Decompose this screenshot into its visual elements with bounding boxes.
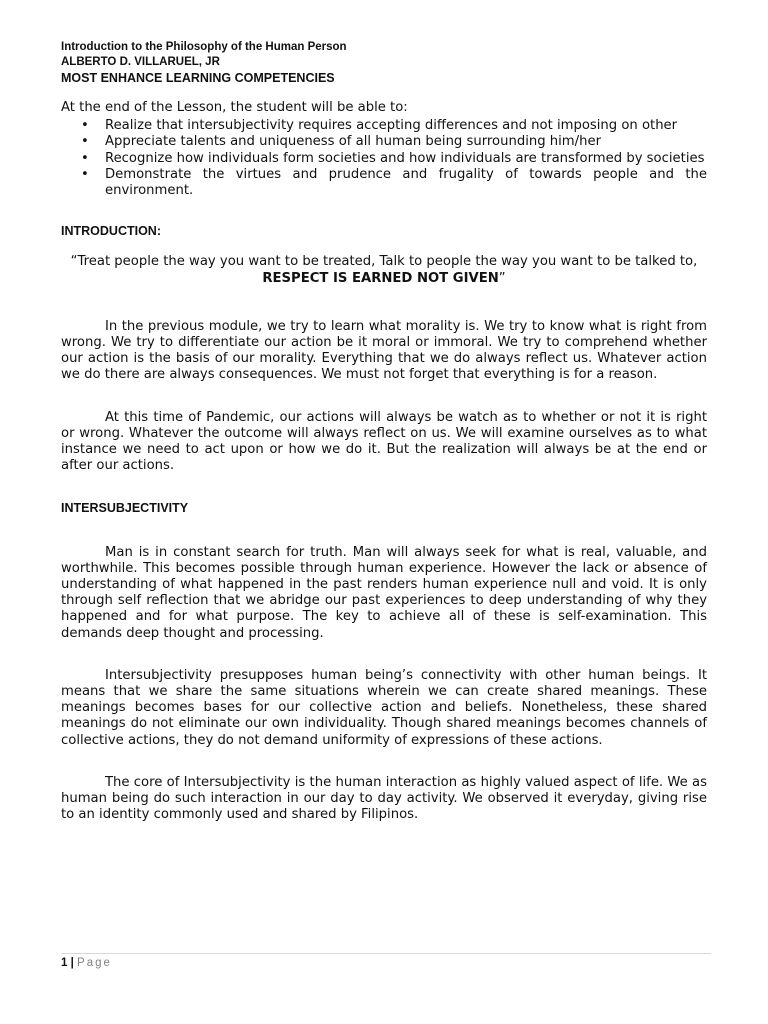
bullet-icon: • [81,134,89,150]
bullet-icon: • [81,150,89,166]
competencies-title: MOST ENHANCE LEARNING COMPETENCIES [61,71,335,85]
intersubjectivity-paragraph-1: Man is in constant search for truth. Man will always seek for what is real, valuable, and worthwhile. This becomes possible through human experience. However the lack or absence of understanding of what happened in the past renders human experience null and void. It is only through self reflection that we abridge our past experiences to deep understanding of why they happened and for what purpose. The key to achieve all of these is self-examination. This demands deep thought and processing. [61,544,707,641]
intersubjectivity-heading: INTERSUBJECTIVITY [61,501,189,516]
list-item: • Demonstrate the virtues and prudence and frugality of towards people and the environment. [81,166,707,199]
intersubjectivity-paragraph-2: Intersubjectivity presupposes human being’s connectivity with other human beings. It means that we share the same situations wherein we can create shared meanings. These meanings becomes bases for our collective action and beliefs. Nonetheless, these shared meanings do not eliminate our own individuality. Though shared meanings becomes channels of collective actions, they do not demand uniformity of expressions of these actions. [61,667,707,748]
bullet-icon: • [81,166,89,182]
page-footer [61,953,711,969]
intro-paragraph-1: In the previous module, we try to learn what morality is. We try to know what is right from wrong. We try to differentiate our action be it moral or immoral. We try to comprehend whether our action is the basis of our morality. Everything that we do always reflect us. Whatever action we do there are always consequences. We must not forget that everything is for a reason. [61,318,707,383]
quote-emphasis: RESPECT IS EARNED NOT GIVEN [262,270,499,286]
author-name: ALBERTO D. VILLARUEL, JR [61,56,220,68]
footer-separator: | [70,957,74,969]
list-item: • Realize that intersubjectivity requires accepting differences and not imposing on other [81,118,678,134]
intersubjectivity-paragraph-3: The core of Intersubjectivity is the human interaction as highly valued aspect of life. We as human being do such interaction in our day to day activity. We observed it everyday, giving rise to an identity commonly used and shared by Filipinos. [61,774,707,823]
introduction-heading: INTRODUCTION: [61,224,161,239]
objectives-list [61,118,707,199]
page-number: 1 [61,957,68,969]
bullet-icon: • [81,118,89,134]
list-item: • Recognize how individuals form societies and how individuals are transformed by societies [81,150,705,166]
course-title: Introduction to the Philosophy of the Human Person [61,41,347,53]
list-item: • Appreciate talents and uniqueness of all human being surrounding him/her [81,134,601,150]
intro-paragraph-2: At this time of Pandemic, our actions will always be watch as to whether or not it is right or wrong. Whatever the outcome will always reflect on us. We will examine ourselves as to what instance we need to act upon or how we do it. But the realization will always be at the end or after our actions. [61,409,707,474]
page-label: Page [77,957,112,969]
quote: “Treat people the way you want to be treated, Talk to people the way you want to be talked to, RESPECT IS EARNED NOT GIVEN” [70,254,698,286]
document-body [61,40,707,824]
objectives-lead: At the end of the Lesson, the student will be able to: [61,100,408,115]
